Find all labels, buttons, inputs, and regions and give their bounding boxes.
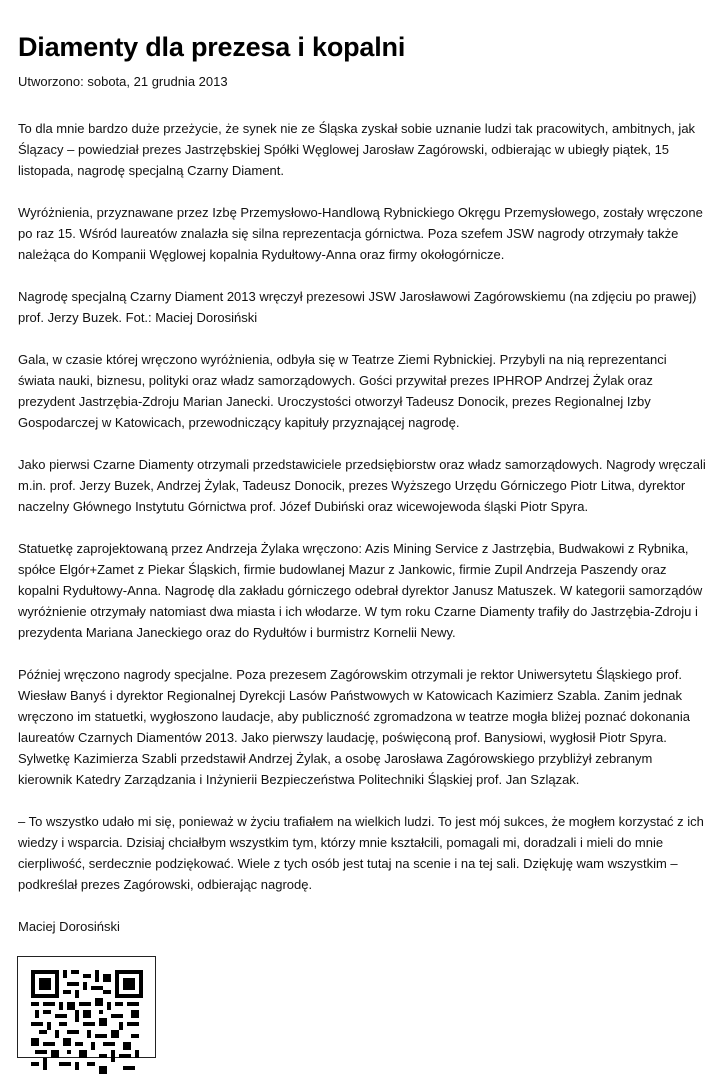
paragraph-6: Statuetkę zaprojektowaną przez Andrzeja Żylaka wręczono: Azis Mining Service z Jastrzębia, Budwakowi z Rybnika, spółce Elgór+Zamet z Piekar Śląskich, firmie budowlanej Mazur z Jankowic, firmie Zupil Andrzeja Paszendy oraz kopalni Rydułtowy-Anna. Nagrodę dla zakładu górniczego odebrał dyrektor Janusz Matuszek. W kategorii samorządów wyróżnienie otrzymały natomiast dwa miasta i ich włodarze. W tym roku Czarne Diamenty trafiły do Jastrzębia-Zdroju i prezydenta Mariana Janeckiego oraz do Rydułtów i burmistrz Kornelii Newy. [18, 541, 703, 640]
paragraph-4: Gala, w czasie której wręczono wyróżnienia, odbyła się w Teatrze Ziemi Rybnickiej. Przybyli na nią reprezentanci świata nauki, biznesu, polityki oraz władz samorządowych. Gości przywitał prezes IPHROP Andrzej Żylak oraz prezydent Jastrzębia-Zdroju Marian Janecki. Uroczystości otworzył Tadeusz Donocik, prezes Regionalnej Izby Gospodarczej w Katowicach, przewodniczący kapituły przyznającej nagrodę. [18, 352, 667, 430]
article-title: Diamenty dla prezesa i kopalni [18, 32, 406, 62]
paragraph-8-quote: – To wszystko udało mi się, ponieważ w życiu trafiałem na wielkich ludzi. To jest mój sukces, że mogłem korzystać z ich wiedzy i wsparcia. Dzisiaj chciałbym wszystkim tym, którzy mnie kształcili, pomagali mi, doradzali i mieli do mnie cierpliwość, serdecznie podziękować. Wiele z tych osób jest tutaj na scenie i na tej sali. Dziękuję wam wszystkim – podkreślał prezes Zagórowski, odbierając nagrodę. [18, 814, 704, 892]
paragraph-5: Jako pierwsi Czarne Diamenty otrzymali przedstawiciele przedsiębiorstw oraz władz samorządowych. Nagrody wręczali m.in. prof. Jerzy Buzek, Andrzej Żylak, Tadeusz Donocik, prezes Wyższego Urzędu Górniczego Piotr Litwa, dyrektor naczelny Głównego Instytutu Górnictwa prof. Józef Dubiński oraz wicewojewoda śląski Piotr Spyra. [18, 457, 706, 514]
paragraph-3-photo-caption: Nagrodę specjalną Czarny Diament 2013 wręczył prezesowi JSW Jarosławowi Zagórowskiemu (na zdjęciu po prawej) prof. Jerzy Buzek. Fot.: Maciej Dorosiński [18, 289, 697, 325]
article-body [18, 118, 707, 937]
created-date: Utworzono: sobota, 21 grudnia 2013 [18, 74, 228, 89]
article-author: Maciej Dorosiński [18, 919, 120, 934]
qr-code-icon [31, 970, 143, 1082]
qr-code [17, 956, 156, 1058]
paragraph-2: Wyróżnienia, przyznawane przez Izbę Przemysłowo-Handlową Rybnickiego Okręgu Przemysłowego, zostały wręczone po raz 15. Wśród laureatów znalazła się silna reprezentacja górnictwa. Poza szefem JSW nagrody otrzymały także należąca do Kompanii Węglowej kopalnia Rydułtowy-Anna oraz firmy okołogórnicze. [18, 205, 703, 262]
paragraph-7: Później wręczono nagrody specjalne. Poza prezesem Zagórowskim otrzymali je rektor Uniwersytetu Śląskiego prof. Wiesław Banyś i dyrektor Regionalnej Dyrekcji Lasów Państwowych w Katowicach Kazimierz Szabla. Zanim jednak wręczono im statuetki, wygłoszono laudacje, aby publiczność zgromadzona w teatrze mogła bliżej poznać dokonania laureatów Czarnych Diamentów 2013. Jako pierwszy laudację, poświęconą prof. Banysiowi, wygłosił Piotr Spyra. Sylwetkę Kazimierza Szabli przedstawił Andrzej Żylak, a osobę Jarosława Zagórowskiego przybliżył zebranym kierownik Katedry Zarządzania i Inżynierii Bezpieczeństwa Politechniki Śląskiej prof. Jan Szlązak. [18, 667, 691, 787]
paragraph-1: To dla mnie bardzo duże przeżycie, że synek nie ze Śląska zyskał sobie uznanie ludzi tak pracowitych, ambitnych, jak Ślązacy – powiedział prezes Jastrzębskiej Spółki Węglowej Jarosław Zagórowski, odbierając w ubiegły piątek, 15 listopada, nagrodę specjalną Czarny Diament. [18, 121, 696, 178]
